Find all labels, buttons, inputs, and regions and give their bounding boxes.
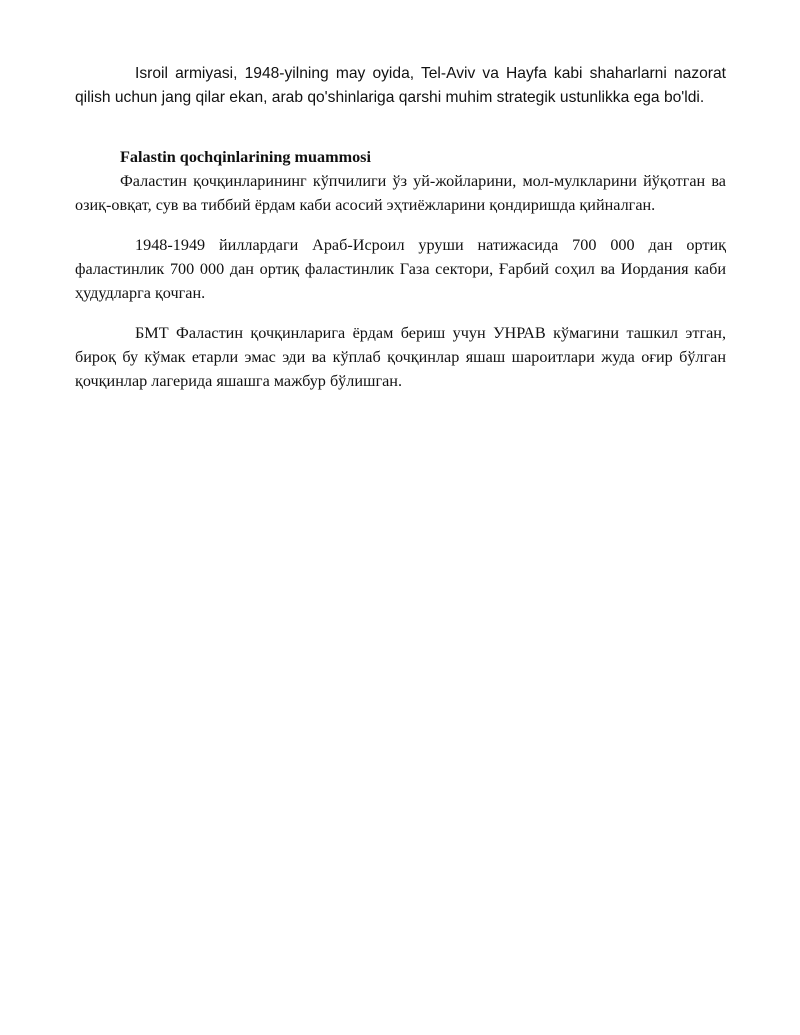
paragraph-spacer	[75, 110, 726, 145]
paragraph-spacer	[75, 305, 726, 321]
section-heading: Falastin qochqinlarining muammosi	[120, 148, 371, 166]
paragraph-spacer	[75, 217, 726, 233]
paragraph-refugee-needs: Фаластин қочқинларининг кўпчилиги ўз уй-жойларини, мол-мулкларини йўқотган ва озиқ-овқат, сув ва тиббий ёрдам каби асосий эҳтиёжларини қондиришда қийналган.	[75, 172, 726, 214]
paragraph-war-displacement: 1948-1949 йиллардаги Араб-Исроил уруши натижасида 700 000 дан ортиқ фаластинлик 700 000 дан ортиқ фаластинлик Газа сектори, Ғарбий соҳил ва Иордания каби ҳудудларга қочган.	[75, 236, 726, 302]
paragraph-israel-army: Isroil armiyasi, 1948-yilning may oyida, Tel-Aviv va Hayfa kabi shaharlarni nazorat qilish uchun jang qilar ekan, arab qo'shinlariga qarshi muhim strategik ustunlikka ega bo'ldi.	[75, 65, 726, 106]
paragraph-unrwa-aid: БМТ Фаластин қочқинларига ёрдам бериш учун УНРАВ кўмагини ташкил этган, бироқ бу кўмак етарли эмас эди ва кўплаб қочқинлар яшаш шароитлари жуда оғир бўлган қочқинлар лагерида яшашга мажбур бўлишган.	[75, 324, 726, 390]
document-body	[75, 62, 726, 393]
